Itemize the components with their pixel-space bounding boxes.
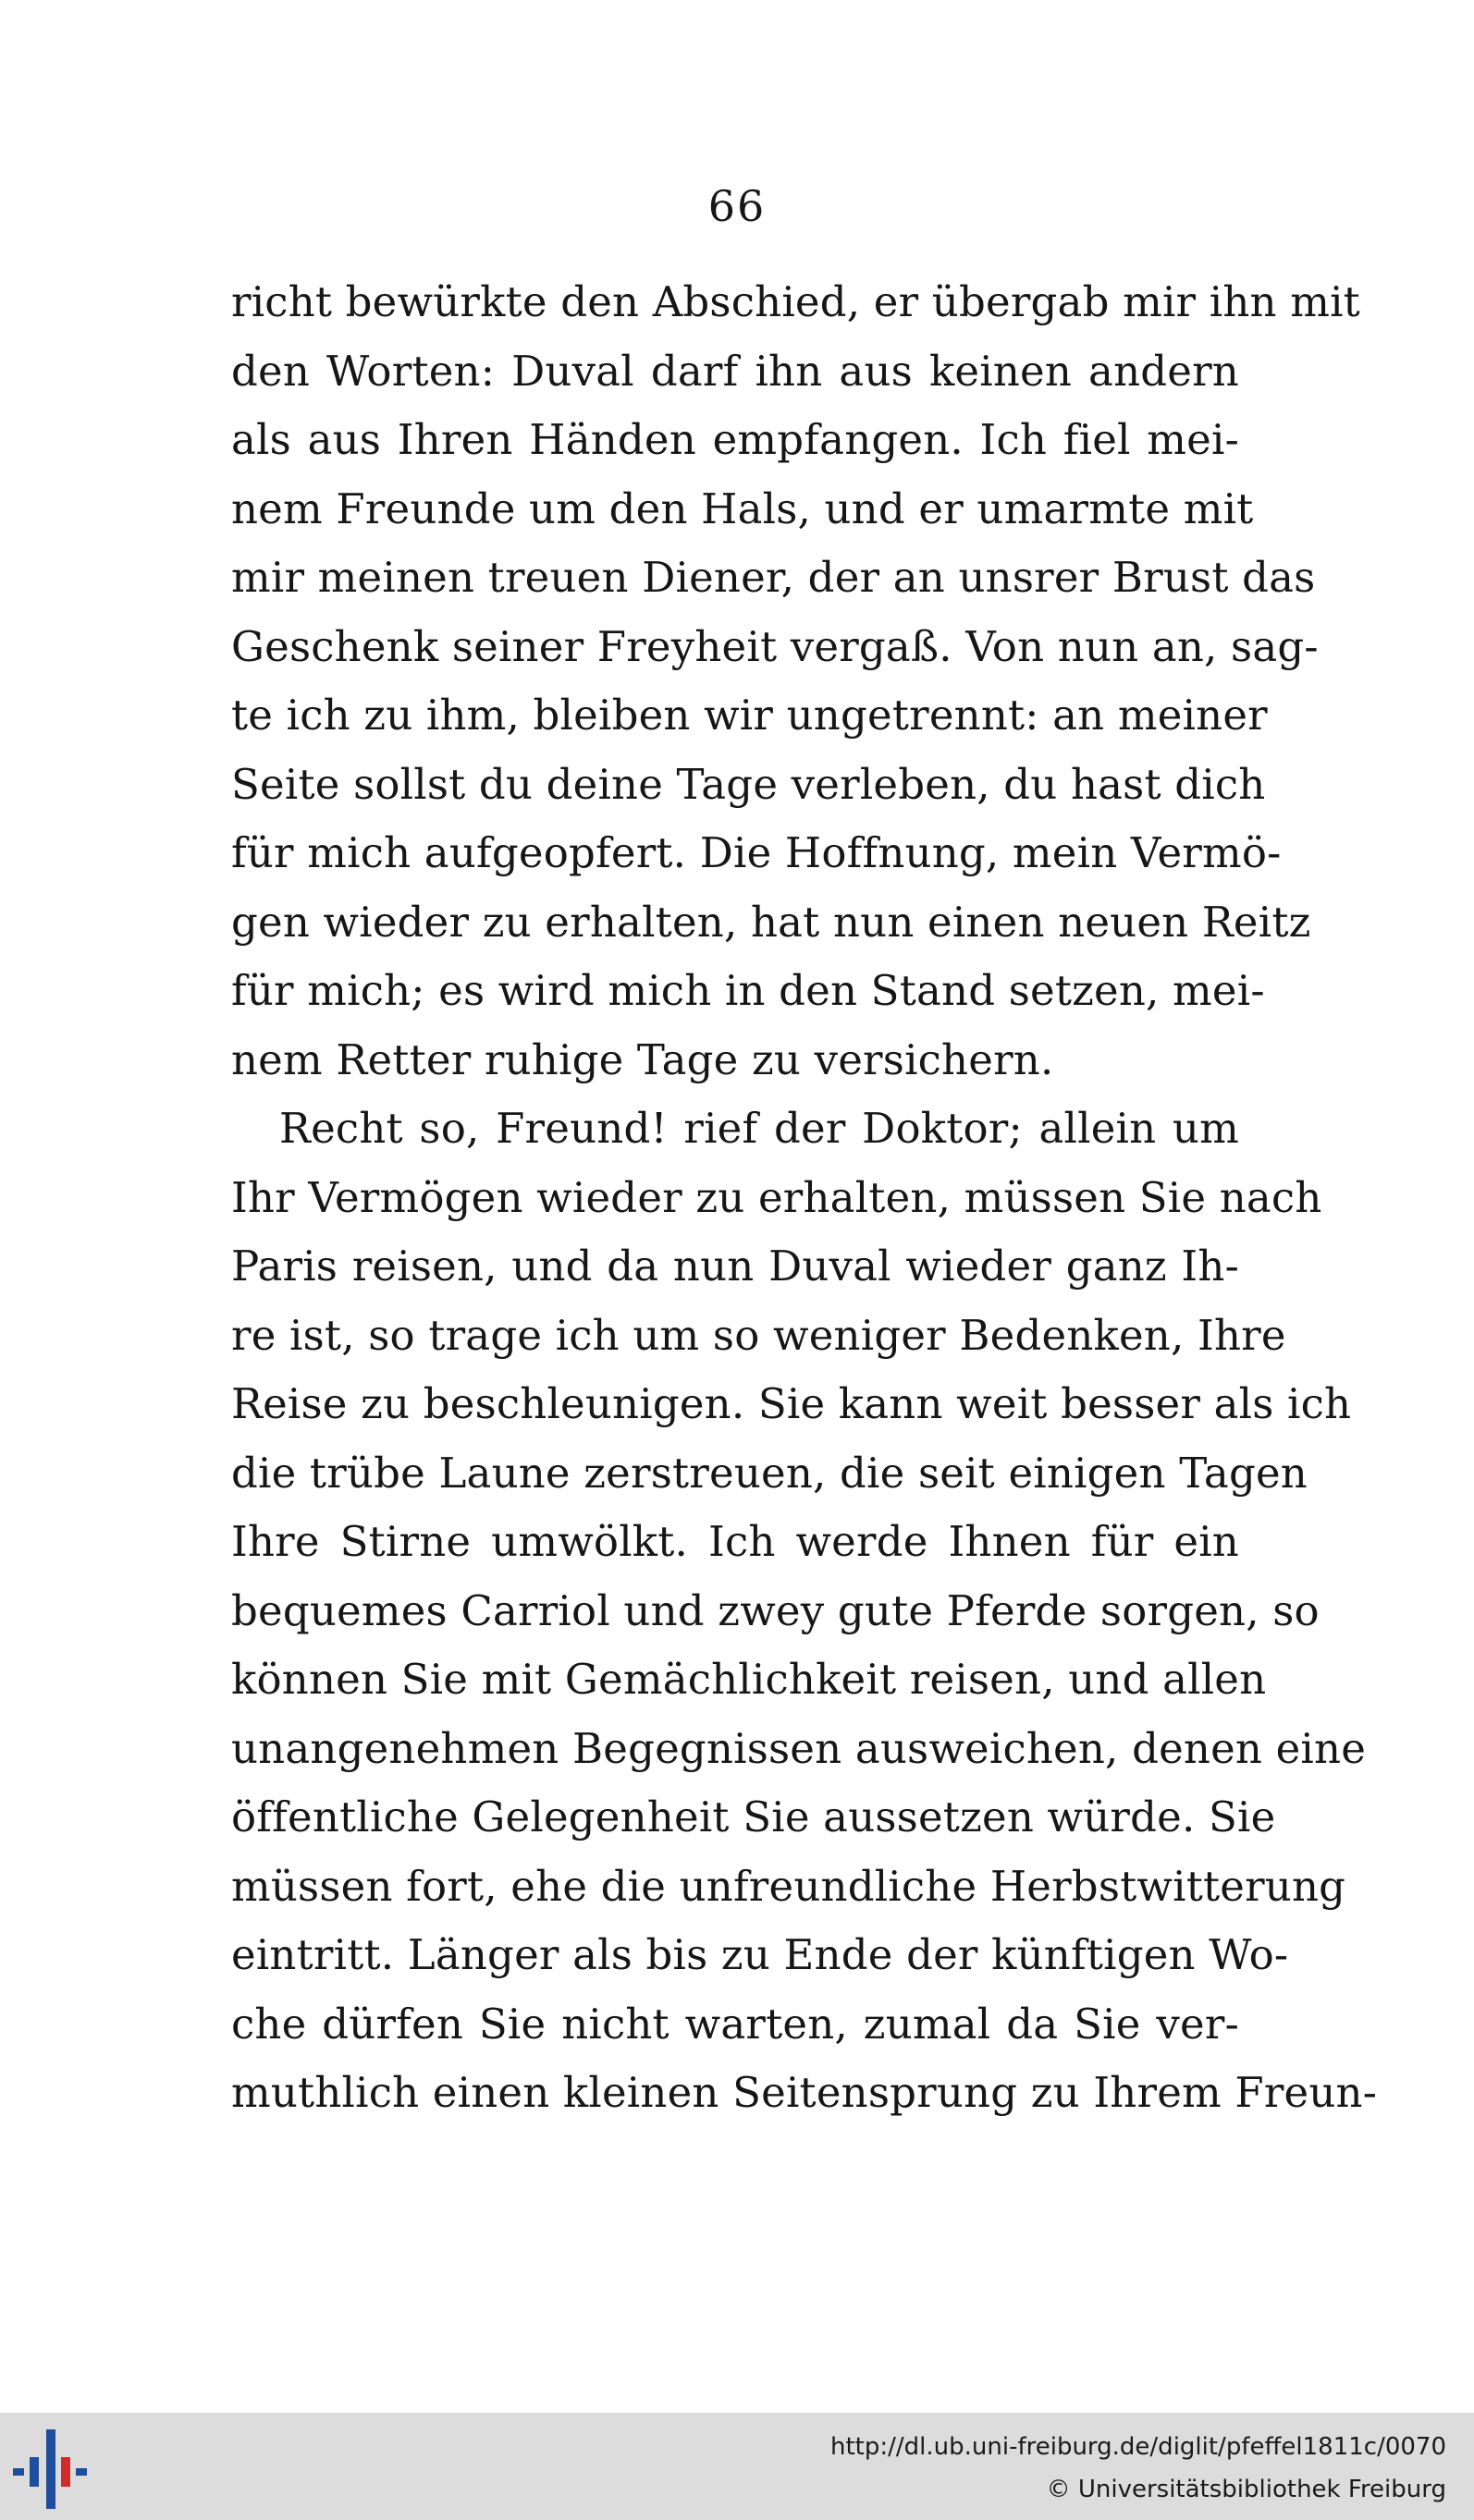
copyright-notice: © Universitätsbibliothek Freiburg bbox=[1046, 2476, 1446, 2503]
text-line: Ihr Vermögen wieder zu erhalten, müssen Sie nach bbox=[231, 1172, 1322, 1222]
text-line: muthlich einen kleinen Seitensprung zu Ihrem Freun- bbox=[231, 2068, 1378, 2117]
text-line: nem Freunde um den Hals, und er umarmte mit bbox=[231, 483, 1254, 533]
text-line: müssen fort, ehe die unfreundliche Herbstwitterung bbox=[231, 1861, 1346, 1911]
text-line: Ihre Stirne umwölkt. Ich werde Ihnen für ein bbox=[231, 1517, 1239, 1566]
text-line: re ist, so trage ich um so weniger Bedenken, Ihre bbox=[231, 1310, 1286, 1360]
text-line: können Sie mit Gemächlichkeit reisen, und allen bbox=[231, 1655, 1267, 1704]
text-line: bequemes Carriol und zwey gute Pferde sorgen, so bbox=[231, 1585, 1320, 1635]
text-line: eintritt. Länger als bis zu Ende der künftigen Wo- bbox=[231, 1930, 1289, 1979]
text-line: gen wieder zu erhalten, hat nun einen neuen Reitz bbox=[231, 897, 1311, 947]
text-line: als aus Ihren Händen empfangen. Ich fiel mei- bbox=[231, 415, 1239, 464]
text-line: für mich aufgeopfert. Die Hoffnung, mein Vermö- bbox=[231, 828, 1282, 877]
text-line: nem Retter ruhige Tage zu versichern. bbox=[231, 1034, 1054, 1084]
text-line: unangenehmen Begegnissen ausweichen, denen eine bbox=[231, 1723, 1367, 1773]
text-line: Recht so, Freund! rief der Doktor; allein um bbox=[279, 1104, 1239, 1153]
viewer-footer bbox=[0, 2413, 1474, 2520]
text-line: Paris reisen, und da nun Duval wieder ganz Ih- bbox=[231, 1242, 1239, 1291]
text-line: te ich zu ihm, bleiben wir ungetrennt: an meiner bbox=[231, 691, 1268, 740]
text-line: Reise zu beschleunigen. Sie kann weit besser als ich bbox=[231, 1379, 1352, 1428]
ub-freiburg-logo-icon[interactable] bbox=[9, 2426, 96, 2513]
page-number: 66 bbox=[707, 181, 767, 231]
text-line: die trübe Laune zerstreuen, die seit einigen Tagen bbox=[231, 1448, 1308, 1498]
text-line: für mich; es wird mich in den Stand setzen, mei- bbox=[231, 966, 1265, 1015]
body-text bbox=[231, 268, 1378, 2128]
text-line: Geschenk seiner Freyheit vergaß. Von nun an, sag- bbox=[231, 621, 1319, 671]
text-line: öffentliche Gelegenheit Sie aussetzen würde. Sie bbox=[231, 1792, 1276, 1841]
text-line: richt bewürkte den Abschied, er übergab mir ihn mit bbox=[231, 277, 1360, 326]
text-line: den Worten: Duval darf ihn aus keinen andern bbox=[231, 346, 1239, 396]
text-line: mir meinen treuen Diener, der an unsrer Brust das bbox=[231, 553, 1316, 602]
text-line: che dürfen Sie nicht warten, zumal da Sie ver- bbox=[231, 1999, 1239, 2049]
text-line: Seite sollst du deine Tage verleben, du hast dich bbox=[231, 759, 1266, 809]
source-url-link[interactable]: http://dl.ub.uni-freiburg.de/diglit/pfeffel1811c/0070 bbox=[830, 2433, 1446, 2461]
